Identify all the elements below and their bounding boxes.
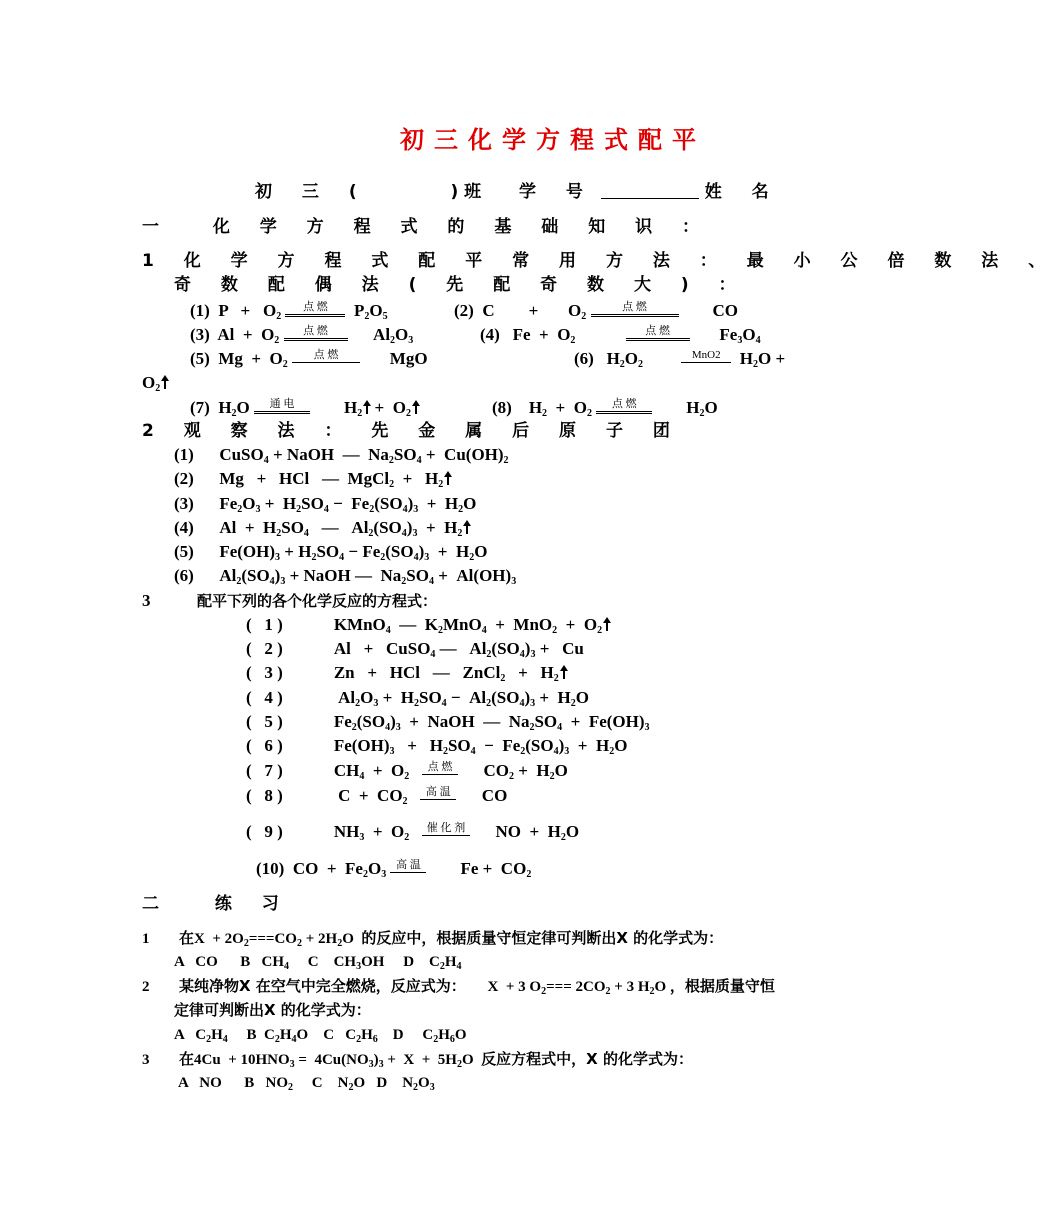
q1-text-b: 奇 数 配 偶 法 ( 先 配 奇 数 大 ) ： <box>174 275 748 295</box>
obs-eq-3: (3) $Fe_2O_3 + H_2SO_4 - Fe_2(SO_4)_3 + H_2O$ <box>174 494 477 515</box>
bal-eq-3: ( 3 ) Zn + HCl — ZnCl$_2$ + $H_2$ <box>246 662 567 684</box>
q2-text: 观 察 法 ： 先 金 属 后 原 子 团 <box>183 421 682 441</box>
bal-eq-2: ( 2 ) Al + CuSO$_4$ — $Al_2(SO_4)_3 + Cu$ <box>246 639 584 660</box>
bal-eq-4: ( 4 ) $Al_2O_3 + H_2SO_4 - Al_2(SO_4)_3 + H_2O$ <box>246 688 590 709</box>
gas-arrow-icon <box>162 375 168 389</box>
practice-q3-options: A NO B $NO_2$ C $N_2O$ D $N_2O_3$ <box>178 1075 435 1093</box>
practice-q2: 2 某纯净物X 在空气中完全燃烧，反应式为： X + 3 $O_2=== 2CO_2 + 3$ $H_2O$ ，根据质量守恒 <box>142 977 775 997</box>
practice-q3-number: 3 <box>142 1052 150 1068</box>
section1-heading <box>142 216 711 238</box>
class-label: ) 班 <box>450 182 482 202</box>
electrolysis-condition: 通 电 <box>254 398 310 414</box>
eq-5: (5) $Mg + O_2$ 点 燃 MgO <box>190 349 428 370</box>
practice-q2-text-a: 某纯净物X 在空气中完全燃烧，反应式为： <box>179 977 466 995</box>
practice-q3-text: 反应方程式中，X 的化学式为： <box>481 1050 693 1068</box>
eq-6-cont: $O_2$ <box>142 372 168 394</box>
bal-eq-6: ( 6 ) $Fe(OH)_3 + H_2SO_4 - Fe_2(SO_4)_3 + H_2O$ <box>246 736 628 757</box>
obs-eq-2: (2) Mg + HCl — MgCl$_2$ + $H_2$ <box>174 468 451 490</box>
practice-q3: 3 在$4Cu + 10HNO_3 = 4Cu(NO_3)_3 + X + 5H_2O$ 反应方程式中，X 的化学式为： <box>142 1050 693 1070</box>
eq-2: (2) C + $O_2$ 点 燃 CO <box>454 301 739 322</box>
obs-eq-5: (5) $Fe(OH)_3 + H_2SO_4 - Fe_2(SO_4)_3 + H_2O$ <box>174 542 488 563</box>
bal-eq-5: ( 5 ) $Fe_2(SO_4)_3$ + NaOH — $Na_2SO_4 + Fe(OH)_3$ <box>246 712 650 733</box>
high-temp-condition: 高 温 <box>420 786 456 801</box>
gas-arrow-icon <box>445 471 451 485</box>
gas-arrow-icon <box>604 617 610 631</box>
practice-q1-text: 的反应中，根据质量守恒定律可判断出X 的化学式为： <box>361 929 724 947</box>
mno2-condition: MnO2 <box>681 349 731 364</box>
practice-q2-options: A $C_2H_4$ B $C_2H_4O$ C $C_2H_6$ D $C_2H_6O$ <box>174 1027 467 1045</box>
gas-arrow-icon <box>561 665 567 679</box>
obs-eq-6: (6) $Al_2(SO_4)_3$ + NaOH — $Na_2SO_4 + Al(OH)_3$ <box>174 566 517 587</box>
student-number-blank[interactable] <box>601 182 699 199</box>
burn-condition: 点 燃 <box>591 301 679 317</box>
practice-q2-text-b: ，根据质量守恒 <box>669 977 775 995</box>
q3-text: 配平下列的各个化学反应的方程式： <box>197 592 438 610</box>
high-temp-condition: 高 温 <box>390 859 426 874</box>
page-title: 初三化学方程式配平 <box>400 128 706 154</box>
student-info-line <box>255 181 781 203</box>
practice-q1: 1 在$X + 2O_2===CO_2 + 2H_2O$ 的反应中，根据质量守恒定律可判断出X 的化学式为： <box>142 929 724 949</box>
q2-line <box>142 420 682 442</box>
practice-q2-number: 2 <box>142 979 150 995</box>
student-number-label: 学 号 <box>519 182 595 202</box>
bal-eq-9: ( 9 ) $NH_3 + O_2$ 催 化 剂 NO + $H_2O$ <box>246 822 580 843</box>
eq-8: (8) $H_2 + O_2$ 点 燃 $H_2O$ <box>492 398 718 419</box>
burn-condition: 点 燃 <box>292 349 360 364</box>
q3-line <box>142 590 437 612</box>
section2-title: 练 习 <box>214 894 291 914</box>
q3-number: 3 <box>142 591 151 610</box>
q1-line-a <box>142 250 1057 272</box>
section2-number: 二 <box>142 894 159 914</box>
burn-condition: 点 燃 <box>285 301 345 317</box>
eq-7: (7) $H_2O$ 通 电 $H_2 + O_2$ <box>190 397 419 419</box>
obs-eq-4: (4) $Al + H_2SO_4$ — $Al_2(SO_4)_3 + H_2$ <box>174 517 470 539</box>
bal-eq-10: (10) CO + $Fe_2O_3$ 高 温 $Fe + CO_2$ <box>256 859 532 880</box>
eq-1: (1) $P + O_2$ 点 燃 $P_2O_5$ <box>190 301 388 322</box>
section2-heading <box>142 893 291 915</box>
gas-arrow-icon <box>364 400 370 414</box>
catalyst-condition: 催 化 剂 <box>422 822 470 837</box>
q1-number: 1 <box>142 251 154 271</box>
practice-q2-text-c: 定律可判断出X 的化学式为： <box>174 1001 371 1019</box>
section1-number: 一 <box>142 217 159 237</box>
q1-text-a: 化 学 方 程 式 配 平 常 用 方 法 ： 最 小 公 倍 数 法 、 <box>183 251 1057 271</box>
section1-title: 化 学 方 程 式 的 基 础 知 识 ： <box>212 217 712 237</box>
eq-4: (4) $Fe + O_2$ 点 燃 $Fe_3O_4$ <box>480 325 761 346</box>
bal-eq-1: ( 1 ) KMnO$_4$ — $K_2MnO_4 + MnO_2 + O_2$ <box>246 614 610 636</box>
grade-label: 初 三 ( <box>255 182 369 202</box>
gas-arrow-icon <box>413 400 419 414</box>
burn-condition: 点 燃 <box>596 398 652 414</box>
burn-condition: 点 燃 <box>422 761 458 776</box>
name-label: 姓 名 <box>704 182 781 202</box>
bal-eq-8: ( 8 ) $C + CO_2$ 高 温 CO <box>246 786 508 807</box>
gas-arrow-icon <box>464 520 470 534</box>
eq-6: (6) $H_2O_2$ MnO2 $H_2O$ + <box>574 349 786 370</box>
burn-condition: 点 燃 <box>626 325 690 341</box>
practice-q1-options: A CO B $CH_4$ C $CH_3OH$ D $C_2H_4$ <box>174 954 462 972</box>
burn-condition: 点 燃 <box>284 325 348 341</box>
eq-3: (3) $Al + O_2$ 点 燃 $Al_2O_3$ <box>190 325 414 346</box>
practice-q1-number: 1 <box>142 931 150 947</box>
obs-eq-1: (1) CuSO$_4$ + NaOH — $Na_2SO_4 + Cu(OH)_2$ <box>174 445 509 466</box>
bal-eq-7: ( 7 ) $CH_4 + O_2$ 点 燃 $CO_2 + H_2O$ <box>246 761 568 782</box>
q2-number: 2 <box>142 421 154 441</box>
